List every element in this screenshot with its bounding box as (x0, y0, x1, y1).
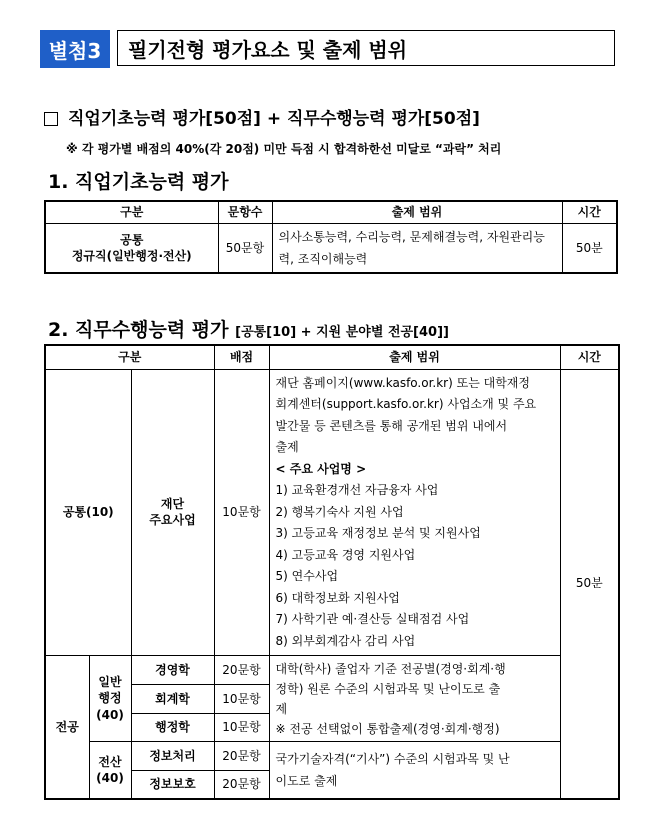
col-header-count: 문항수 (218, 201, 272, 223)
attachment-tag: 별첨3 (40, 30, 110, 68)
common-sublabel (131, 369, 214, 656)
subject-count: 20문항 (214, 771, 269, 799)
col-header-time: 시간 (560, 345, 619, 369)
col-header-points: 배점 (214, 345, 269, 369)
subject-count: 10문항 (214, 685, 269, 713)
subject-name: 회계학 (131, 685, 214, 713)
time-cell: 50분 (562, 223, 617, 273)
scope-line: ※ 전공 선택없이 통합출제(경영·회계·행정) (275, 722, 500, 736)
scope-line: 대학(학사) 졸업자 기준 전공별(경영·회계·행 (275, 662, 506, 676)
project-item: 1) 교육환경개선 자금융자 사업 (275, 483, 439, 497)
general-line3: (40) (96, 707, 124, 722)
common-count: 10문항 (214, 369, 269, 656)
subject-count: 20문항 (214, 742, 269, 771)
general-admin-label (89, 656, 131, 742)
section2-title-row (48, 315, 449, 342)
checkbox-icon (44, 112, 58, 126)
category-cell (45, 223, 218, 273)
scope-line: 재단 홈페이지(www.kasfo.or.kr) 또는 대학재정 (275, 375, 530, 390)
count-cell: 50문항 (218, 223, 272, 273)
it-scope (269, 742, 560, 799)
subject-count: 10문항 (214, 713, 269, 741)
sublabel-line1: 재단 (160, 497, 185, 512)
col-header-scope: 출제 범위 (269, 345, 560, 369)
major-label: 전공 (45, 656, 89, 799)
project-item: 5) 연수사업 (275, 569, 339, 583)
scope-cell: 의사소통능력, 수리능력, 문제해결능력, 자원관리능력, 조직이해능력 (272, 223, 562, 273)
category-position: 정규직(일반행정·전산) (71, 248, 192, 263)
scope-line: 회계센터(support.kasfo.or.kr) 사업소개 및 주요 (275, 397, 537, 411)
general-scope (269, 656, 560, 742)
subject-name: 정보처리 (131, 742, 214, 771)
subject-count: 20문항 (214, 656, 269, 685)
scope-line: 발간물 등 콘텐츠를 통해 공개된 범위 내에서 (275, 418, 508, 433)
time-cell: 50분 (560, 369, 619, 799)
col-header-scope: 출제 범위 (272, 201, 562, 223)
col-header-category: 구분 (45, 201, 218, 223)
section2-title: 2. 직무수행능력 평가 (48, 319, 229, 341)
subject-name: 경영학 (131, 656, 214, 685)
section2-subtitle: [공통[10] + 지원 분야별 전공[40]] (235, 325, 449, 340)
pass-fail-note: ※ 각 평가별 배점의 40%(각 20점) 미만 득점 시 합격하한선 미달로 “과락” 처리 (66, 142, 502, 156)
it-line1: 전산 (98, 754, 122, 769)
subject-name: 행정학 (131, 713, 214, 741)
section1-title: 1. 직업기초능력 평가 (48, 171, 229, 193)
project-item: 4) 고등교육 경영 지원사업 (275, 547, 416, 562)
subject-name: 정보보호 (131, 771, 214, 799)
common-label: 공통(10) (45, 369, 131, 656)
project-item: 6) 대학정보화 지원사업 (275, 590, 400, 605)
scope-line: 출제 (275, 440, 299, 454)
project-item: 3) 고등교육 재정정보 분석 및 지원사업 (275, 526, 481, 540)
col-header-category: 구분 (45, 345, 214, 369)
scope-line: 이도로 출제 (275, 773, 338, 788)
sublabel-line2: 주요사업 (149, 513, 196, 528)
page-title: 필기전형 평가요소 및 출제 범위 (117, 30, 615, 66)
general-line2: 행정 (98, 691, 122, 706)
projects-subtitle: < 주요 사업명 > (275, 461, 367, 476)
project-item: 7) 사학기관 예·결산등 실태점검 사업 (275, 612, 470, 626)
project-item: 8) 외부회계감사 감리 사업 (275, 633, 416, 648)
summary-heading: 직업기초능력 평가[50점] + 직무수행능력 평가[50점] (68, 109, 480, 129)
it-label (89, 742, 131, 799)
scope-line: 정학) 원론 수준의 시험과목 및 난이도로 출 (275, 682, 501, 696)
scope-line: 제 (275, 702, 288, 716)
common-scope (269, 369, 560, 656)
project-item: 2) 행복기숙사 지원 사업 (275, 504, 404, 519)
section1-table (44, 200, 618, 274)
summary-heading-row (44, 104, 480, 129)
section2-table (44, 344, 620, 800)
category-common: 공통 (120, 232, 144, 247)
col-header-time: 시간 (562, 201, 617, 223)
general-line1: 일반 (98, 675, 122, 690)
it-line2: (40) (96, 770, 124, 785)
scope-line: 국가기술자격(“기사”) 수준의 시험과목 및 난 (275, 751, 510, 766)
